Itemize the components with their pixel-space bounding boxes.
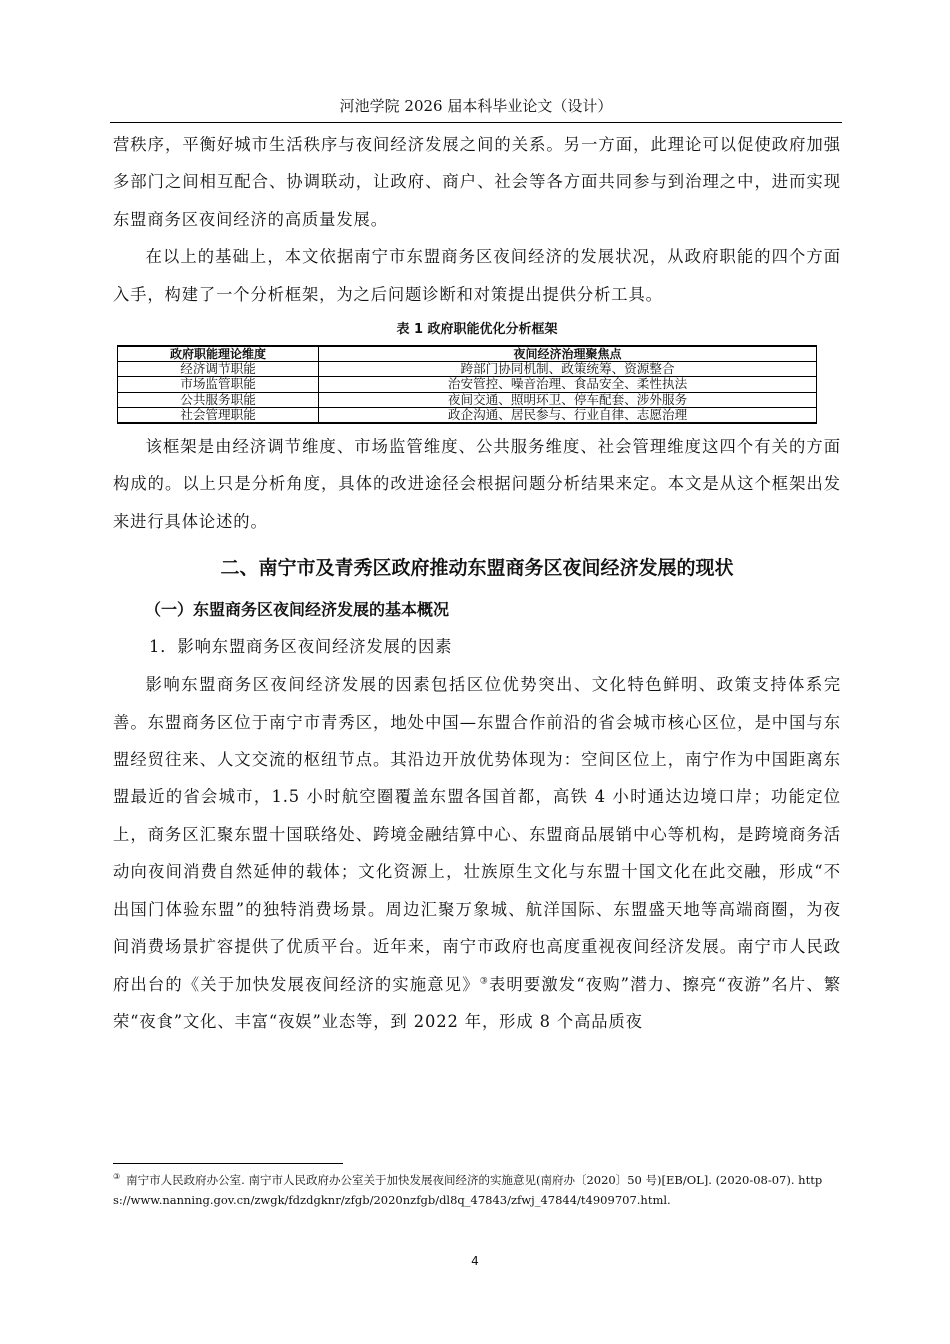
section-heading: 二、南宁市及青秀区政府推动东盟商务区夜间经济发展的现状 (220, 557, 734, 580)
paragraph-text: 表明要激发“夜购”潜力、擦亮“夜游”名片、繁荣“夜食”文化、丰富“夜娱”业态等，到 2022 年，形成 8 个高品质夜 (113, 974, 841, 1031)
footnote-mark: ③ (113, 1172, 121, 1182)
paragraph-influencing-factors (113, 666, 841, 1040)
header-rule (110, 122, 842, 123)
footnote-text: 南宁市人民政府办公室. 南宁市人民政府办公室关于加快发展夜间经济的实施意见(南府办〔2020〕50 号)[EB/OL]. (2020-08-07). https://www.nanning.gov.cn/zwgk/fdzdgknr/zfgb/2020nzfgb/dl8q_47843/zfwj_47844/t4909707.html. (113, 1173, 823, 1207)
table-header-cell: 政府职能理论维度 (118, 346, 319, 362)
paragraph-framework-summary: 该框架是由经济调节维度、市场监管维度、公共服务维度、社会管理维度这四个有关的方面构成的。以上只是分析角度，具体的改进途径会根据问题分析结果来定。本文是从这个框架出发来进行具体论述的。 (113, 437, 841, 531)
table-caption: 表 1 政府职能优化分析框架 (396, 322, 558, 338)
subsection-heading: （一）东盟商务区夜间经济发展的基本概况 (145, 600, 450, 620)
footnote-reference[interactable]: ③ (479, 976, 489, 987)
table-cell-focus: 夜间交通、照明环卫、停车配套、涉外服务 (319, 392, 817, 407)
table-header-cell: 夜间经济治理聚焦点 (319, 346, 817, 362)
item-heading: 1．影响东盟商务区夜间经济发展的因素 (149, 637, 453, 657)
table-row (118, 377, 817, 392)
footnote-rule (113, 1163, 343, 1164)
footnote (113, 1170, 833, 1210)
page-number: 4 (471, 1254, 479, 1268)
table-cell-focus: 治安管控、噪音治理、食品安全、柔性执法 (319, 377, 817, 392)
table-header-row (118, 346, 817, 362)
page-body (113, 126, 841, 1040)
table-cell-focus: 跨部门协同机制、政策统筹、资源整合 (319, 362, 817, 377)
table-cell-dimension: 公共服务职能 (118, 392, 319, 407)
table-cell-dimension: 市场监管职能 (118, 377, 319, 392)
paragraph-framework-intro: 在以上的基础上，本文依据南宁市东盟商务区夜间经济的发展状况，从政府职能的四个方面入手，构建了一个分析框架，为之后问题诊断和对策提出提供分析工具。 (113, 247, 841, 304)
paragraph-continuation: 营秩序，平衡好城市生活秩序与夜间经济发展之间的关系。另一方面，此理论可以促使政府加强多部门之间相互配合、协调联动，让政府、商户、社会等各方面共同参与到治理之中，进而实现东盟商务区夜间经济的高质量发展。 (113, 135, 841, 229)
table-cell-dimension: 社会管理职能 (118, 407, 319, 423)
table-cell-dimension: 经济调节职能 (118, 362, 319, 377)
running-header: 河池学院 2026 届本科毕业论文（设计） (339, 97, 613, 115)
paragraph-text: 影响东盟商务区夜间经济发展的因素包括区位优势突出、文化特色鲜明、政策支持体系完善。东盟商务区位于南宁市青秀区，地处中国—东盟合作前沿的省会城市核心区位，是中国与东盟经贸往来、人文交流的枢纽节点。其沿边开放优势体现为：空间区位上，南宁作为中国距离东盟最近的省会城市，1.5 小时航空圈覆盖东盟各国首都，高铁 4 小时通达边境口岸；功能定位上，商务区汇聚东盟十国联络处、跨境金融结算中心、东盟商品展销中心等机构，是跨境商务活动向夜间消费自然延伸的载体；文化资源上，壮族原生文化与东盟十国文化在此交融，形成“不出国门体验东盟”的独特消费场景。周边汇聚万象城、航洋国际、东盟盛天地等高端商圈，为夜间消费场景扩容提供了优质平台。近年来，南宁市政府也高度重视夜间经济发展。南宁市人民政府出台的《关于加快发展夜间经济的实施意见》 (113, 675, 841, 994)
framework-table (117, 345, 817, 424)
table-row (118, 392, 817, 407)
table-row (118, 362, 817, 377)
table-cell-focus: 政企沟通、居民参与、行业自律、志愿治理 (319, 407, 817, 423)
table-row (118, 407, 817, 423)
